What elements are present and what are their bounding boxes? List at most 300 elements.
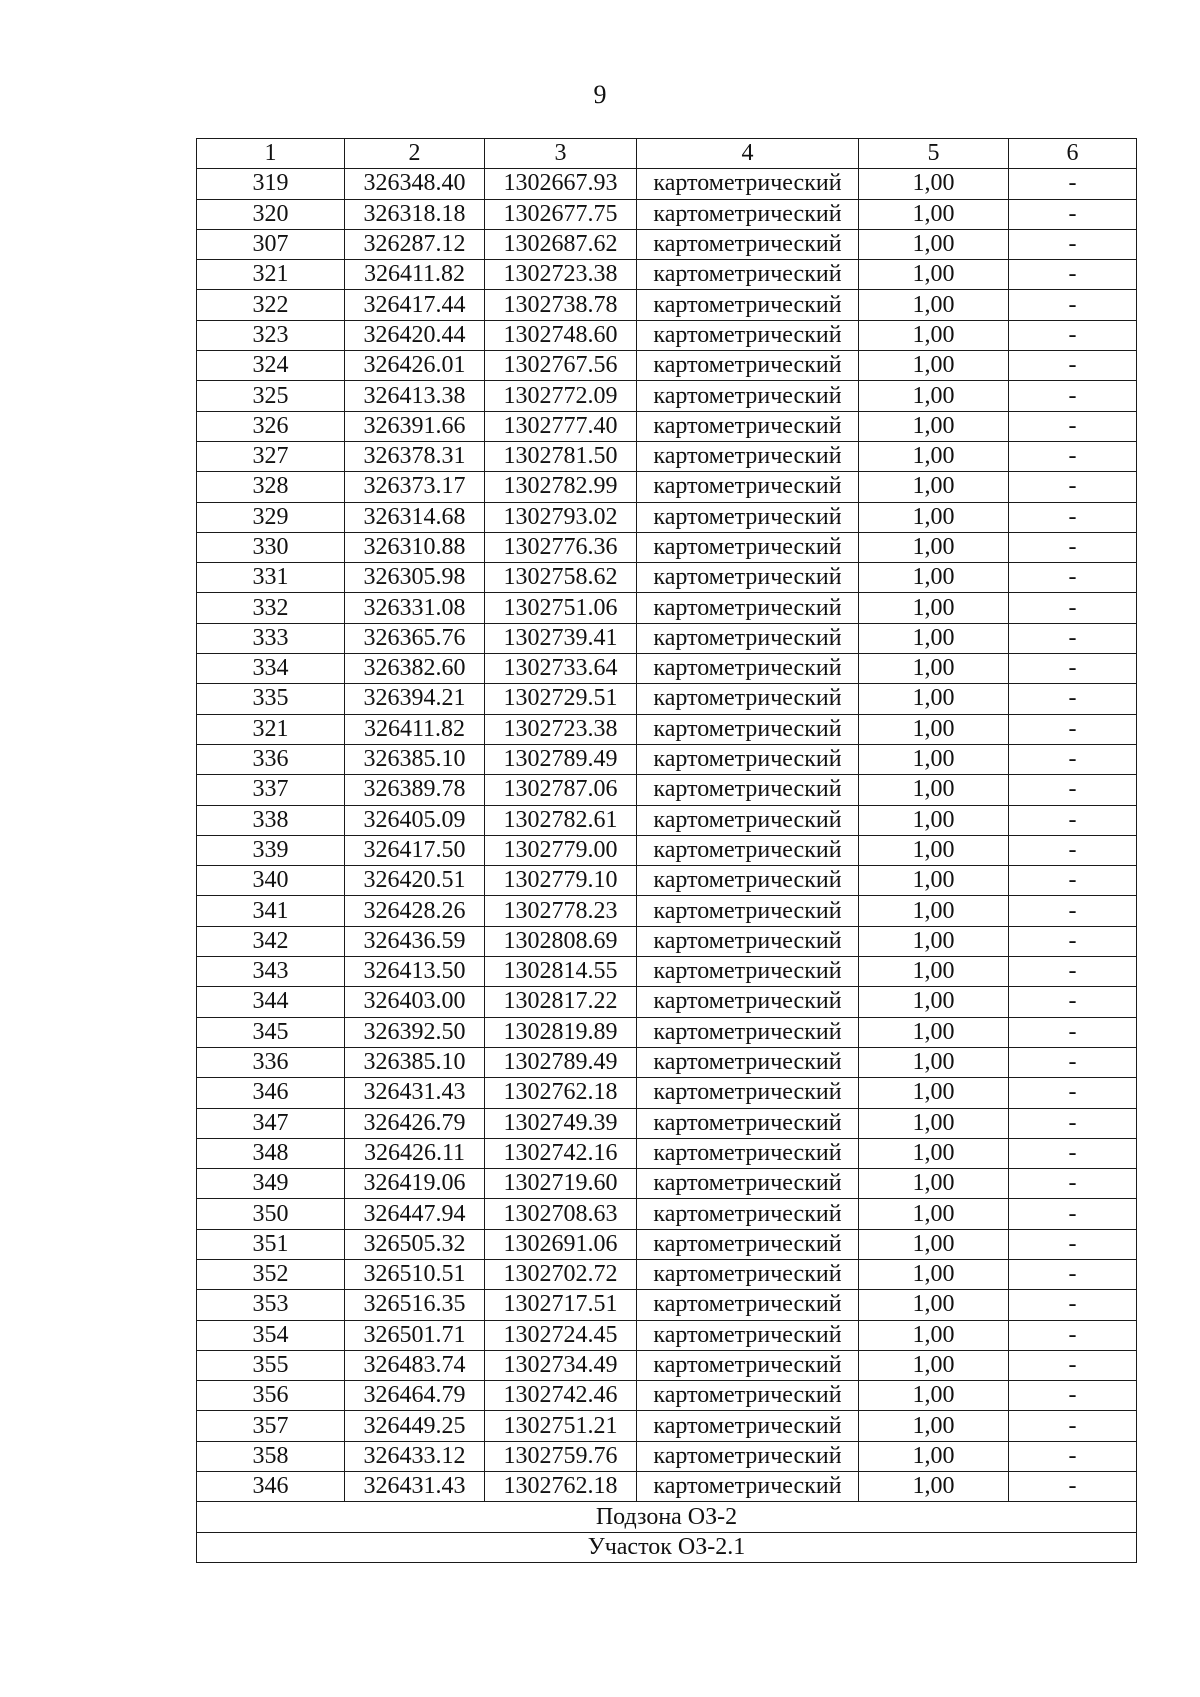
y-coordinate-cell: 1302724.45: [485, 1320, 637, 1350]
y-coordinate-cell: 1302717.51: [485, 1290, 637, 1320]
x-coordinate-cell: 326516.35: [345, 1290, 485, 1320]
description-cell: -: [1009, 1259, 1137, 1289]
method-cell: картометрический: [637, 896, 859, 926]
description-cell: -: [1009, 563, 1137, 593]
y-coordinate-cell: 1302687.62: [485, 229, 637, 259]
page-number: 9: [593, 80, 607, 109]
point-number-cell: 357: [197, 1411, 345, 1441]
accuracy-cell: 1,00: [859, 593, 1009, 623]
table-row: [197, 1229, 1137, 1259]
description-cell: -: [1009, 1047, 1137, 1077]
point-number-cell: 330: [197, 532, 345, 562]
y-coordinate-cell: 1302817.22: [485, 987, 637, 1017]
x-coordinate-cell: 326378.31: [345, 441, 485, 471]
accuracy-cell: 1,00: [859, 1199, 1009, 1229]
table-row: [197, 775, 1137, 805]
method-cell: картометрический: [637, 1078, 859, 1108]
accuracy-cell: 1,00: [859, 775, 1009, 805]
accuracy-cell: 1,00: [859, 654, 1009, 684]
x-coordinate-cell: 326365.76: [345, 623, 485, 653]
accuracy-cell: 1,00: [859, 502, 1009, 532]
x-coordinate-cell: 326382.60: [345, 654, 485, 684]
description-cell: -: [1009, 169, 1137, 199]
description-cell: -: [1009, 1350, 1137, 1380]
x-coordinate-cell: 326318.18: [345, 199, 485, 229]
y-coordinate-cell: 1302776.36: [485, 532, 637, 562]
table-row: [197, 320, 1137, 350]
x-coordinate-cell: 326431.43: [345, 1472, 485, 1502]
point-number-cell: 342: [197, 926, 345, 956]
accuracy-cell: 1,00: [859, 623, 1009, 653]
accuracy-cell: 1,00: [859, 714, 1009, 744]
method-cell: картометрический: [637, 563, 859, 593]
y-coordinate-cell: 1302739.41: [485, 623, 637, 653]
accuracy-cell: 1,00: [859, 684, 1009, 714]
method-cell: картометрический: [637, 229, 859, 259]
point-number-cell: 328: [197, 472, 345, 502]
method-cell: картометрический: [637, 684, 859, 714]
table-row: [197, 260, 1137, 290]
table-row: [197, 896, 1137, 926]
table-row: [197, 1411, 1137, 1441]
point-number-cell: 327: [197, 441, 345, 471]
table-row: [197, 411, 1137, 441]
point-number-cell: 339: [197, 835, 345, 865]
table-row: [197, 472, 1137, 502]
table-row: [197, 1350, 1137, 1380]
method-cell: картометрический: [637, 1169, 859, 1199]
point-number-cell: 340: [197, 866, 345, 896]
table-row: [197, 1169, 1137, 1199]
x-coordinate-cell: 326314.68: [345, 502, 485, 532]
y-coordinate-cell: 1302708.63: [485, 1199, 637, 1229]
point-number-cell: 321: [197, 714, 345, 744]
point-number-cell: 346: [197, 1472, 345, 1502]
accuracy-cell: 1,00: [859, 1078, 1009, 1108]
column-header: 4: [637, 139, 859, 169]
accuracy-cell: 1,00: [859, 835, 1009, 865]
x-coordinate-cell: 326447.94: [345, 1199, 485, 1229]
x-coordinate-cell: 326385.10: [345, 744, 485, 774]
x-coordinate-cell: 326431.43: [345, 1078, 485, 1108]
y-coordinate-cell: 1302691.06: [485, 1229, 637, 1259]
point-number-cell: 349: [197, 1169, 345, 1199]
table-header-row: [197, 139, 1137, 169]
method-cell: картометрический: [637, 1047, 859, 1077]
x-coordinate-cell: 326405.09: [345, 805, 485, 835]
x-coordinate-cell: 326391.66: [345, 411, 485, 441]
method-cell: картометрический: [637, 320, 859, 350]
table-row: [197, 987, 1137, 1017]
description-cell: -: [1009, 896, 1137, 926]
description-cell: -: [1009, 441, 1137, 471]
x-coordinate-cell: 326417.50: [345, 835, 485, 865]
method-cell: картометрический: [637, 1441, 859, 1471]
y-coordinate-cell: 1302762.18: [485, 1472, 637, 1502]
table-row: [197, 1259, 1137, 1289]
y-coordinate-cell: 1302779.00: [485, 835, 637, 865]
description-cell: -: [1009, 987, 1137, 1017]
method-cell: картометрический: [637, 714, 859, 744]
point-number-cell: 307: [197, 229, 345, 259]
y-coordinate-cell: 1302719.60: [485, 1169, 637, 1199]
table-row: [197, 1199, 1137, 1229]
method-cell: картометрический: [637, 744, 859, 774]
point-number-cell: 353: [197, 1290, 345, 1320]
y-coordinate-cell: 1302729.51: [485, 684, 637, 714]
description-cell: -: [1009, 1411, 1137, 1441]
method-cell: картометрический: [637, 1199, 859, 1229]
description-cell: -: [1009, 229, 1137, 259]
point-number-cell: 338: [197, 805, 345, 835]
accuracy-cell: 1,00: [859, 805, 1009, 835]
point-number-cell: 356: [197, 1381, 345, 1411]
description-cell: -: [1009, 1169, 1137, 1199]
y-coordinate-cell: 1302778.23: [485, 896, 637, 926]
method-cell: картометрический: [637, 1381, 859, 1411]
x-coordinate-cell: 326436.59: [345, 926, 485, 956]
x-coordinate-cell: 326348.40: [345, 169, 485, 199]
table-row: [197, 1078, 1137, 1108]
y-coordinate-cell: 1302808.69: [485, 926, 637, 956]
table-row: [197, 866, 1137, 896]
accuracy-cell: 1,00: [859, 744, 1009, 774]
description-cell: -: [1009, 593, 1137, 623]
y-coordinate-cell: 1302758.62: [485, 563, 637, 593]
accuracy-cell: 1,00: [859, 290, 1009, 320]
method-cell: картометрический: [637, 835, 859, 865]
y-coordinate-cell: 1302782.99: [485, 472, 637, 502]
point-number-cell: 323: [197, 320, 345, 350]
x-coordinate-cell: 326483.74: [345, 1350, 485, 1380]
accuracy-cell: 1,00: [859, 532, 1009, 562]
description-cell: -: [1009, 744, 1137, 774]
y-coordinate-cell: 1302793.02: [485, 502, 637, 532]
point-number-cell: 320: [197, 199, 345, 229]
x-coordinate-cell: 326389.78: [345, 775, 485, 805]
y-coordinate-cell: 1302814.55: [485, 957, 637, 987]
method-cell: картометрический: [637, 441, 859, 471]
y-coordinate-cell: 1302759.76: [485, 1441, 637, 1471]
description-cell: -: [1009, 654, 1137, 684]
point-number-cell: 345: [197, 1017, 345, 1047]
y-coordinate-cell: 1302789.49: [485, 744, 637, 774]
column-header: 2: [345, 139, 485, 169]
method-cell: картометрический: [637, 260, 859, 290]
y-coordinate-cell: 1302781.50: [485, 441, 637, 471]
point-number-cell: 355: [197, 1350, 345, 1380]
table-row: [197, 654, 1137, 684]
description-cell: -: [1009, 320, 1137, 350]
description-cell: -: [1009, 1078, 1137, 1108]
point-number-cell: 331: [197, 563, 345, 593]
point-number-cell: 341: [197, 896, 345, 926]
description-cell: -: [1009, 957, 1137, 987]
accuracy-cell: 1,00: [859, 472, 1009, 502]
table-row: [197, 805, 1137, 835]
y-coordinate-cell: 1302767.56: [485, 351, 637, 381]
method-cell: картометрический: [637, 351, 859, 381]
x-coordinate-cell: 326426.11: [345, 1138, 485, 1168]
method-cell: картометрический: [637, 472, 859, 502]
table-row: [197, 290, 1137, 320]
point-number-cell: 343: [197, 957, 345, 987]
x-coordinate-cell: 326433.12: [345, 1441, 485, 1471]
method-cell: картометрический: [637, 381, 859, 411]
subzone-title: Подзона ОЗ-2: [197, 1502, 1137, 1532]
table-row: [197, 623, 1137, 653]
point-number-cell: 336: [197, 1047, 345, 1077]
y-coordinate-cell: 1302738.78: [485, 290, 637, 320]
coordinates-table: [196, 138, 1137, 1563]
y-coordinate-cell: 1302742.46: [485, 1381, 637, 1411]
description-cell: -: [1009, 502, 1137, 532]
x-coordinate-cell: 326501.71: [345, 1320, 485, 1350]
x-coordinate-cell: 326413.50: [345, 957, 485, 987]
point-number-cell: 351: [197, 1229, 345, 1259]
x-coordinate-cell: 326426.79: [345, 1108, 485, 1138]
method-cell: картометрический: [637, 623, 859, 653]
method-cell: картометрический: [637, 411, 859, 441]
method-cell: картометрический: [637, 1108, 859, 1138]
table-row: [197, 381, 1137, 411]
accuracy-cell: 1,00: [859, 411, 1009, 441]
accuracy-cell: 1,00: [859, 957, 1009, 987]
x-coordinate-cell: 326394.21: [345, 684, 485, 714]
description-cell: -: [1009, 805, 1137, 835]
x-coordinate-cell: 326426.01: [345, 351, 485, 381]
x-coordinate-cell: 326420.51: [345, 866, 485, 896]
x-coordinate-cell: 326385.10: [345, 1047, 485, 1077]
point-number-cell: 354: [197, 1320, 345, 1350]
point-number-cell: 326: [197, 411, 345, 441]
point-number-cell: 358: [197, 1441, 345, 1471]
table-row: [197, 502, 1137, 532]
description-cell: -: [1009, 775, 1137, 805]
method-cell: картометрический: [637, 775, 859, 805]
table-row: [197, 563, 1137, 593]
accuracy-cell: 1,00: [859, 1381, 1009, 1411]
x-coordinate-cell: 326287.12: [345, 229, 485, 259]
method-cell: картометрический: [637, 1259, 859, 1289]
accuracy-cell: 1,00: [859, 866, 1009, 896]
description-cell: -: [1009, 1320, 1137, 1350]
accuracy-cell: 1,00: [859, 1350, 1009, 1380]
method-cell: картометрический: [637, 987, 859, 1017]
y-coordinate-cell: 1302777.40: [485, 411, 637, 441]
y-coordinate-cell: 1302751.21: [485, 1411, 637, 1441]
method-cell: картометрический: [637, 1320, 859, 1350]
accuracy-cell: 1,00: [859, 1441, 1009, 1471]
accuracy-cell: 1,00: [859, 926, 1009, 956]
accuracy-cell: 1,00: [859, 563, 1009, 593]
table-row: [197, 744, 1137, 774]
table-row: [197, 1472, 1137, 1502]
accuracy-cell: 1,00: [859, 320, 1009, 350]
accuracy-cell: 1,00: [859, 1411, 1009, 1441]
description-cell: -: [1009, 835, 1137, 865]
section-row: [197, 1502, 1137, 1532]
y-coordinate-cell: 1302782.61: [485, 805, 637, 835]
description-cell: -: [1009, 1108, 1137, 1138]
table-row: [197, 351, 1137, 381]
description-cell: -: [1009, 1199, 1137, 1229]
x-coordinate-cell: 326310.88: [345, 532, 485, 562]
method-cell: картометрический: [637, 290, 859, 320]
description-cell: -: [1009, 714, 1137, 744]
point-number-cell: 319: [197, 169, 345, 199]
column-header: 6: [1009, 139, 1137, 169]
accuracy-cell: 1,00: [859, 169, 1009, 199]
x-coordinate-cell: 326428.26: [345, 896, 485, 926]
point-number-cell: 346: [197, 1078, 345, 1108]
accuracy-cell: 1,00: [859, 1138, 1009, 1168]
description-cell: -: [1009, 1017, 1137, 1047]
method-cell: картометрический: [637, 502, 859, 532]
description-cell: -: [1009, 532, 1137, 562]
accuracy-cell: 1,00: [859, 1259, 1009, 1289]
table-row: [197, 1108, 1137, 1138]
accuracy-cell: 1,00: [859, 1017, 1009, 1047]
description-cell: -: [1009, 1441, 1137, 1471]
description-cell: -: [1009, 623, 1137, 653]
accuracy-cell: 1,00: [859, 351, 1009, 381]
method-cell: картометрический: [637, 1472, 859, 1502]
point-number-cell: 322: [197, 290, 345, 320]
description-cell: -: [1009, 1381, 1137, 1411]
point-number-cell: 352: [197, 1259, 345, 1289]
description-cell: -: [1009, 260, 1137, 290]
x-coordinate-cell: 326417.44: [345, 290, 485, 320]
table-row: [197, 1290, 1137, 1320]
y-coordinate-cell: 1302677.75: [485, 199, 637, 229]
point-number-cell: 332: [197, 593, 345, 623]
y-coordinate-cell: 1302734.49: [485, 1350, 637, 1380]
section-row: [197, 1532, 1137, 1562]
method-cell: картометрический: [637, 1017, 859, 1047]
accuracy-cell: 1,00: [859, 1108, 1009, 1138]
y-coordinate-cell: 1302748.60: [485, 320, 637, 350]
description-cell: -: [1009, 866, 1137, 896]
y-coordinate-cell: 1302667.93: [485, 169, 637, 199]
table-row: [197, 229, 1137, 259]
point-number-cell: 348: [197, 1138, 345, 1168]
column-header: 3: [485, 139, 637, 169]
table-row: [197, 1047, 1137, 1077]
accuracy-cell: 1,00: [859, 381, 1009, 411]
accuracy-cell: 1,00: [859, 199, 1009, 229]
y-coordinate-cell: 1302749.39: [485, 1108, 637, 1138]
method-cell: картометрический: [637, 199, 859, 229]
y-coordinate-cell: 1302789.49: [485, 1047, 637, 1077]
table-row: [197, 835, 1137, 865]
x-coordinate-cell: 326449.25: [345, 1411, 485, 1441]
accuracy-cell: 1,00: [859, 987, 1009, 1017]
description-cell: -: [1009, 1290, 1137, 1320]
description-cell: -: [1009, 351, 1137, 381]
accuracy-cell: 1,00: [859, 441, 1009, 471]
y-coordinate-cell: 1302723.38: [485, 260, 637, 290]
description-cell: -: [1009, 684, 1137, 714]
x-coordinate-cell: 326419.06: [345, 1169, 485, 1199]
x-coordinate-cell: 326413.38: [345, 381, 485, 411]
x-coordinate-cell: 326411.82: [345, 260, 485, 290]
table-row: [197, 1138, 1137, 1168]
y-coordinate-cell: 1302772.09: [485, 381, 637, 411]
x-coordinate-cell: 326305.98: [345, 563, 485, 593]
accuracy-cell: 1,00: [859, 1290, 1009, 1320]
method-cell: картометрический: [637, 532, 859, 562]
method-cell: картометрический: [637, 1290, 859, 1320]
point-number-cell: 333: [197, 623, 345, 653]
table-row: [197, 926, 1137, 956]
point-number-cell: 344: [197, 987, 345, 1017]
x-coordinate-cell: 326411.82: [345, 714, 485, 744]
x-coordinate-cell: 326403.00: [345, 987, 485, 1017]
table-body: [197, 169, 1137, 1502]
point-number-cell: 347: [197, 1108, 345, 1138]
point-number-cell: 325: [197, 381, 345, 411]
table-row: [197, 532, 1137, 562]
point-number-cell: 324: [197, 351, 345, 381]
table-row: [197, 593, 1137, 623]
x-coordinate-cell: 326505.32: [345, 1229, 485, 1259]
x-coordinate-cell: 326373.17: [345, 472, 485, 502]
method-cell: картометрический: [637, 1350, 859, 1380]
point-number-cell: 321: [197, 260, 345, 290]
y-coordinate-cell: 1302733.64: [485, 654, 637, 684]
description-cell: -: [1009, 290, 1137, 320]
plot-title: Участок ОЗ-2.1: [197, 1532, 1137, 1562]
description-cell: -: [1009, 926, 1137, 956]
table-row: [197, 1320, 1137, 1350]
method-cell: картометрический: [637, 957, 859, 987]
table-row: [197, 169, 1137, 199]
description-cell: -: [1009, 411, 1137, 441]
description-cell: -: [1009, 472, 1137, 502]
y-coordinate-cell: 1302762.18: [485, 1078, 637, 1108]
method-cell: картометрический: [637, 1229, 859, 1259]
method-cell: картометрический: [637, 1411, 859, 1441]
accuracy-cell: 1,00: [859, 896, 1009, 926]
table-row: [197, 957, 1137, 987]
y-coordinate-cell: 1302751.06: [485, 593, 637, 623]
method-cell: картометрический: [637, 169, 859, 199]
method-cell: картометрический: [637, 866, 859, 896]
point-number-cell: 335: [197, 684, 345, 714]
method-cell: картометрический: [637, 926, 859, 956]
point-number-cell: 334: [197, 654, 345, 684]
method-cell: картометрический: [637, 1138, 859, 1168]
x-coordinate-cell: 326420.44: [345, 320, 485, 350]
table-row: [197, 714, 1137, 744]
table-row: [197, 1441, 1137, 1471]
accuracy-cell: 1,00: [859, 229, 1009, 259]
point-number-cell: 336: [197, 744, 345, 774]
description-cell: -: [1009, 381, 1137, 411]
description-cell: -: [1009, 1229, 1137, 1259]
point-number-cell: 329: [197, 502, 345, 532]
y-coordinate-cell: 1302787.06: [485, 775, 637, 805]
x-coordinate-cell: 326331.08: [345, 593, 485, 623]
table-row: [197, 199, 1137, 229]
y-coordinate-cell: 1302819.89: [485, 1017, 637, 1047]
x-coordinate-cell: 326464.79: [345, 1381, 485, 1411]
method-cell: картометрический: [637, 654, 859, 684]
method-cell: картометрический: [637, 805, 859, 835]
point-number-cell: 350: [197, 1199, 345, 1229]
accuracy-cell: 1,00: [859, 1320, 1009, 1350]
